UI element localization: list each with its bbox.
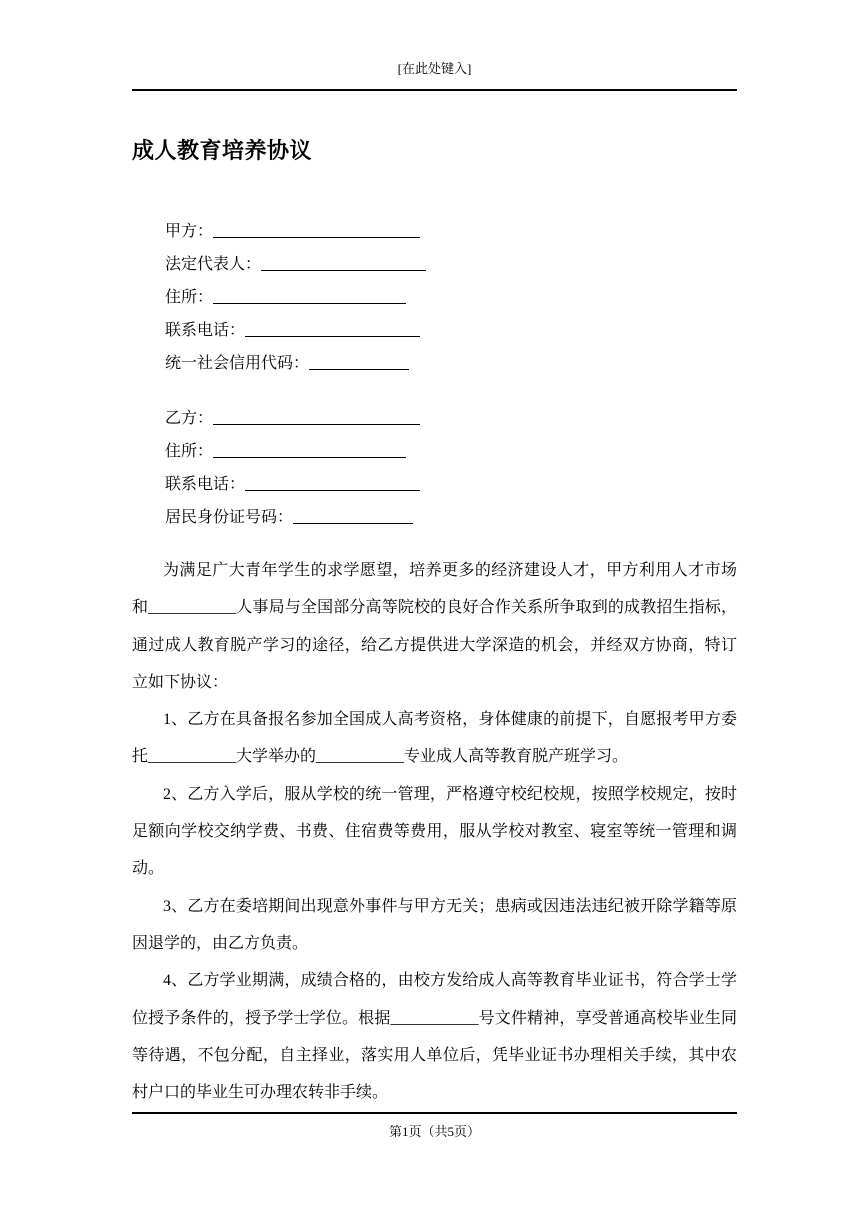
field-blank-line[interactable]: [245, 476, 420, 491]
field-label: 乙方：: [165, 410, 214, 427]
form-row: [132, 435, 737, 468]
page-footer: [132, 1124, 737, 1140]
field-blank-line[interactable]: [245, 322, 420, 337]
form-row: [132, 402, 737, 435]
form-row: [132, 347, 737, 380]
field-label: 住所：: [165, 289, 214, 306]
field-blank-line[interactable]: [309, 355, 409, 370]
agreement-clause-4: 4、乙方学业期满，成绩合格的，由校方发给成人高等教育毕业证书，符合学士学位授予条件的，授予学士学位。根据___________号文件精神，享受普通高校毕业生同等待遇，不包分配，自主择业，落实用人单位后，凭毕业证书办理相关手续，其中农村户口的毕业生可办理农转非手续。: [132, 972, 737, 1102]
form-row: [132, 215, 737, 248]
form-row: [132, 501, 737, 534]
agreement-clause-2: 2、乙方入学后，服从学校的统一管理，严格遵守校纪校规，按照学校规定，按时足额向学校交纳学费、书费、住宿费等费用，服从学校对教室、寝室等统一管理和调动。: [132, 785, 737, 878]
section-spacer: [132, 380, 737, 402]
header-placeholder[interactable]: [在此处键入]: [397, 61, 472, 76]
field-label: 统一社会信用代码：: [165, 355, 310, 372]
form-row: [132, 248, 737, 281]
section-spacer: [132, 534, 737, 552]
field-blank-line[interactable]: [213, 289, 406, 304]
form-row: [132, 314, 737, 347]
field-blank-line[interactable]: [293, 509, 413, 524]
field-blank-line[interactable]: [213, 443, 406, 458]
page-number: 第1页（共5页）: [388, 1124, 480, 1139]
form-row: [132, 468, 737, 501]
footer-divider: [132, 1112, 737, 1114]
field-label: 居民身份证号码：: [165, 509, 294, 526]
field-blank-line[interactable]: [213, 410, 420, 425]
page-title: 成人教育培养协议: [132, 138, 313, 163]
document-body: [132, 215, 737, 1111]
agreement-clause-3: 3、乙方在委培期间出现意外事件与甲方无关；患病或因违法违纪被开除学籍等原因退学的，由乙方负责。: [132, 897, 737, 952]
field-label: 住所：: [165, 443, 214, 460]
field-label: 联系电话：: [165, 476, 246, 493]
field-label: 法定代表人：: [165, 256, 262, 273]
party-a-section: [132, 215, 737, 380]
field-blank-line[interactable]: [213, 223, 420, 238]
field-blank-line[interactable]: [261, 256, 426, 271]
form-row: [132, 281, 737, 314]
field-label: 甲方：: [165, 223, 214, 240]
field-label: 联系电话：: [165, 322, 246, 339]
agreement-preamble: 为满足广大青年学生的求学愿望，培养更多的经济建设人才，甲方利用人才市场和___________人事局与全国部分高等院校的良好合作关系所争取到的成教招生指标，通过成人教育脱产学习的途径，给乙方提供进大学深造的机会，并经双方协商，特订立如下协议：: [132, 562, 737, 691]
agreement-clause-1: 1、乙方在具备报名参加全国成人高考资格，身体健康的前提下，自愿报考甲方委托___________大学举办的___________专业成人高等教育脱产班学习。: [132, 711, 737, 766]
party-b-section: [132, 402, 737, 534]
page-header: [132, 60, 737, 91]
